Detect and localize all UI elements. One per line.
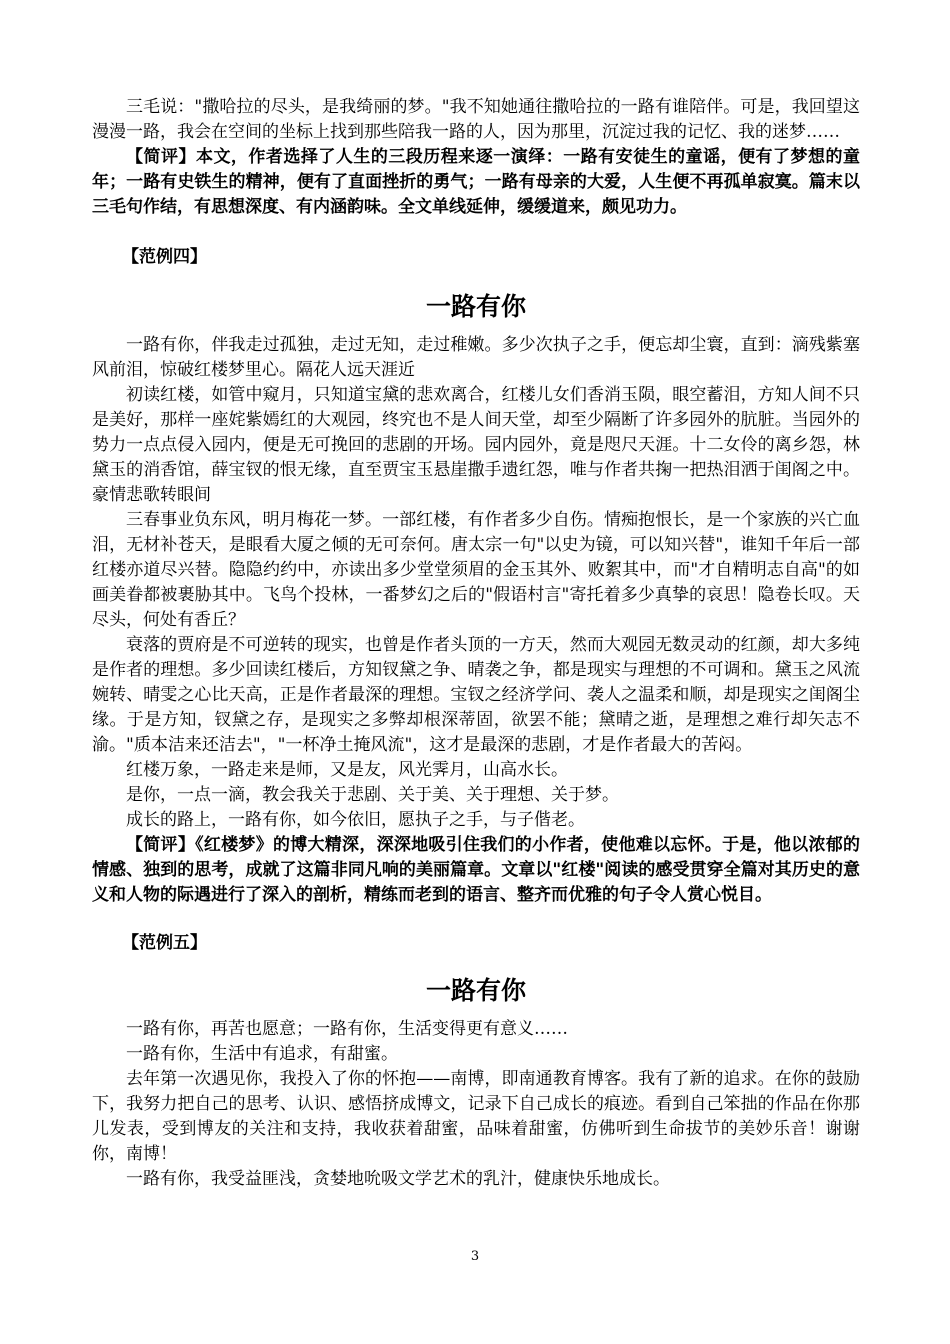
- body-paragraph: 一路有你，我受益匪浅，贪婪地吮吸文学艺术的乳汁，健康快乐地成长。: [126, 1169, 670, 1189]
- body-paragraph: 三春事业负东风，明月梅花一梦。一部红楼，有作者多少自伤。情痴抱恨长，是一个家族的兴亡血泪，无材补苍天，是眼看大厦之倾的无可奈何。唐太宗一句"以史为镜，可以知兴替"，谁知千年后一部红楼亦道尽兴替。隐隐约约中，亦读出多少堂堂须眉的金玉其外、败絮其中，而"才自精明志自高"的如画美眷都被裹胁其中。飞鸟个投林，一番梦幻之后的"假语村言"寄托着多少真挚的哀思！隐卷长叹。天尽头，何处有香丘？: [92, 510, 860, 630]
- review-paragraph-four: 【简评】《红楼梦》的博大精深，深深地吸引住我们的小作者，使他难以忘怀。于是，他以浓郁的情感、独到的思考，成就了这篇非同凡响的美丽篇章。文章以"红楼"阅读的感受贯穿全篇对其历史的意义和人物的际遇进行了深入的剖析，精练而老到的语言、整齐而优雅的句子令人赏心悦目。: [92, 835, 860, 905]
- body-paragraph: 是你，一点一滴，教会我关于悲剧、关于美、关于理想、关于梦。: [126, 785, 619, 805]
- document-page: [92, 95, 860, 1192]
- body-paragraph: 成长的路上，一路有你，如今依旧，愿执子之手，与子偕老。: [126, 810, 585, 830]
- example-five-title: 一路有你: [425, 976, 526, 1005]
- example-four-body: [92, 333, 860, 833]
- body-paragraph: 初读红楼，如管中窥月，只知道宝黛的悲欢离合，红楼儿女们香消玉陨，眼空蓄泪，方知人间不只是美好，那样一座姹紫嫣红的大观园，终究也不是人间天堂，却至少隔断了许多园外的肮脏。当园外的势力一点点侵入园内，便是无可挽回的悲剧的开场。园内园外，竟是咫尺天涯。十二女伶的离乡怨，林黛玉的消香馆，薛宝钗的恨无缘，直至贾宝玉悬崖撒手遗红怨，唯与作者共掬一把热泪洒于闺阁之中。豪情悲歌转眼间: [92, 385, 860, 505]
- body-paragraph: 三毛说："撒哈拉的尽头，是我绮丽的梦。"我不知她通往撒哈拉的一路有谁陪伴。可是，我回望这漫漫一路，我会在空间的坐标上找到那些陪我一路的人，因为那里，沉淀过我的记忆、我的迷梦……: [92, 97, 860, 142]
- example-four-label: 【范例四】: [122, 247, 207, 267]
- body-paragraph: 一路有你，再苦也愿意；一路有你，生活变得更有意义……: [126, 1019, 568, 1039]
- page-number: 3: [470, 1249, 480, 1264]
- review-paragraph-three: 【简评】本文，作者选择了人生的三段历程来逐一演绎：一路有安徒生的童谣，便有了梦想的童年；一路有史铁生的精神，便有了直面挫折的勇气；一路有母亲的大爱，人生便不再孤单寂寞。篇末以三毛句作结，有思想深度、有内涵韵味。全文单线延伸，缓缓道来，颇见功力。: [92, 147, 860, 217]
- body-paragraph: 红楼万象，一路走来是师，又是友，风光霁月，山高水长。: [126, 760, 568, 780]
- example-four-title: 一路有你: [425, 292, 526, 321]
- body-paragraph: 去年第一次遇见你，我投入了你的怀抱——南博，即南通教育博客。我有了新的追求。在你的鼓励下，我努力把自己的思考、认识、感悟挤成博文，记录下自己成长的痕迹。看到自己笨拙的作品在你那儿发表，受到博友的关注和支持，我收获着甜蜜，品味着甜蜜，仿佛听到生命拔节的美妙乐音！谢谢你，南博！: [92, 1069, 860, 1164]
- section-three-ending: [92, 95, 860, 145]
- example-five-body: [92, 1017, 860, 1192]
- body-paragraph: 一路有你，伴我走过孤独，走过无知，走过稚嫩。多少次执子之手，便忘却尘寰，直到：滴残紫塞风前泪，惊破红楼梦里心。隔花人远天涯近: [92, 335, 860, 380]
- body-paragraph: 一路有你，生活中有追求，有甜蜜。: [126, 1044, 398, 1064]
- example-five-label: 【范例五】: [122, 933, 207, 953]
- body-paragraph: 衰落的贾府是不可逆转的现实，也曾是作者头顶的一方天，然而大观园无数灵动的红颜，却大多纯是作者的理想。多少回读红楼后，方知钗黛之争、晴袭之争，都是现实与理想的不可调和。黛玉之风流婉转、晴雯之心比天高，正是作者最深的理想。宝钗之经济学问、袭人之温柔和顺，却是现实之闺阁尘缘。于是方知，钗黛之存，是现实之多弊却根深蒂固，欲罢不能；黛晴之逝，是理想之难行却矢志不渝。"质本洁来还洁去"，"一杯净土掩风流"，这才是最深的悲剧，才是作者最大的苦闷。: [92, 635, 860, 755]
